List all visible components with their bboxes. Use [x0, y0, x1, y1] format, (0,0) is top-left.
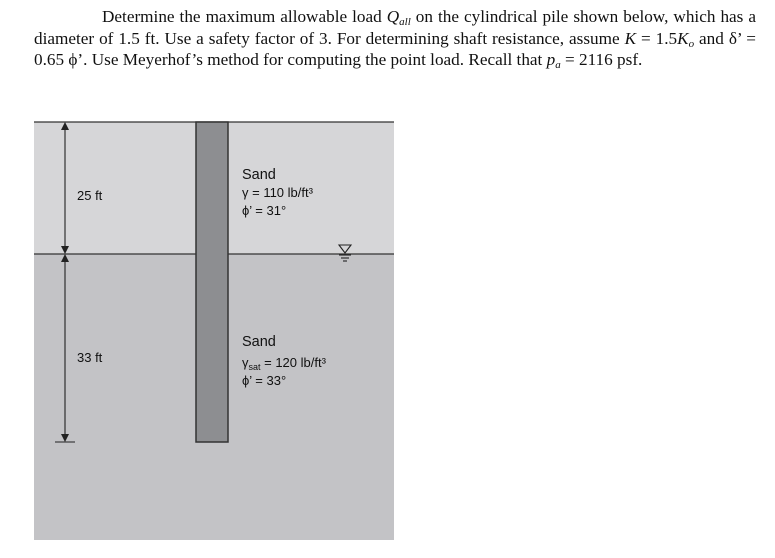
- gamma-value: = 120 lb/ft³: [260, 355, 326, 370]
- layer2-name: Sand: [242, 334, 276, 350]
- layer2-friction-angle: ϕ’ = 33°: [242, 373, 287, 388]
- k-equation: = 1.5: [636, 28, 678, 48]
- gamma-symbol: γ: [242, 355, 249, 370]
- ko-symbol: K: [677, 28, 689, 48]
- pa-symbol: p: [546, 50, 556, 69]
- k-symbol: K: [624, 28, 637, 48]
- dim-label-33ft: 33 ft: [77, 350, 103, 365]
- q-subscript: all: [399, 16, 411, 28]
- pile: [196, 122, 228, 442]
- pa-subscript: a: [555, 59, 561, 71]
- problem-text-2: on the cylindrical pile shown below, which has a diameter of 1.5 ft. Use a safety factor of 3. For determining shaft resistance, assume: [34, 7, 757, 48]
- q-symbol: Q: [386, 7, 400, 26]
- dim-label-25ft: 25 ft: [77, 188, 103, 203]
- layer1-name: Sand: [242, 167, 276, 183]
- problem-text-1: Determine the maximum allowable load: [102, 7, 387, 26]
- layer1-unit-weight: γ = 110 lb/ft³: [242, 185, 313, 200]
- layer1-friction-angle: ϕ’ = 31°: [242, 203, 287, 218]
- ko-subscript: o: [688, 37, 695, 50]
- problem-text-3: and δ’ = 0.65 ϕ’. Use Meyerhof’s method for computing the point load. Recall that: [34, 28, 757, 69]
- gamma-subscript: sat: [248, 362, 261, 372]
- problem-text-4: = 2116 psf.: [560, 50, 643, 69]
